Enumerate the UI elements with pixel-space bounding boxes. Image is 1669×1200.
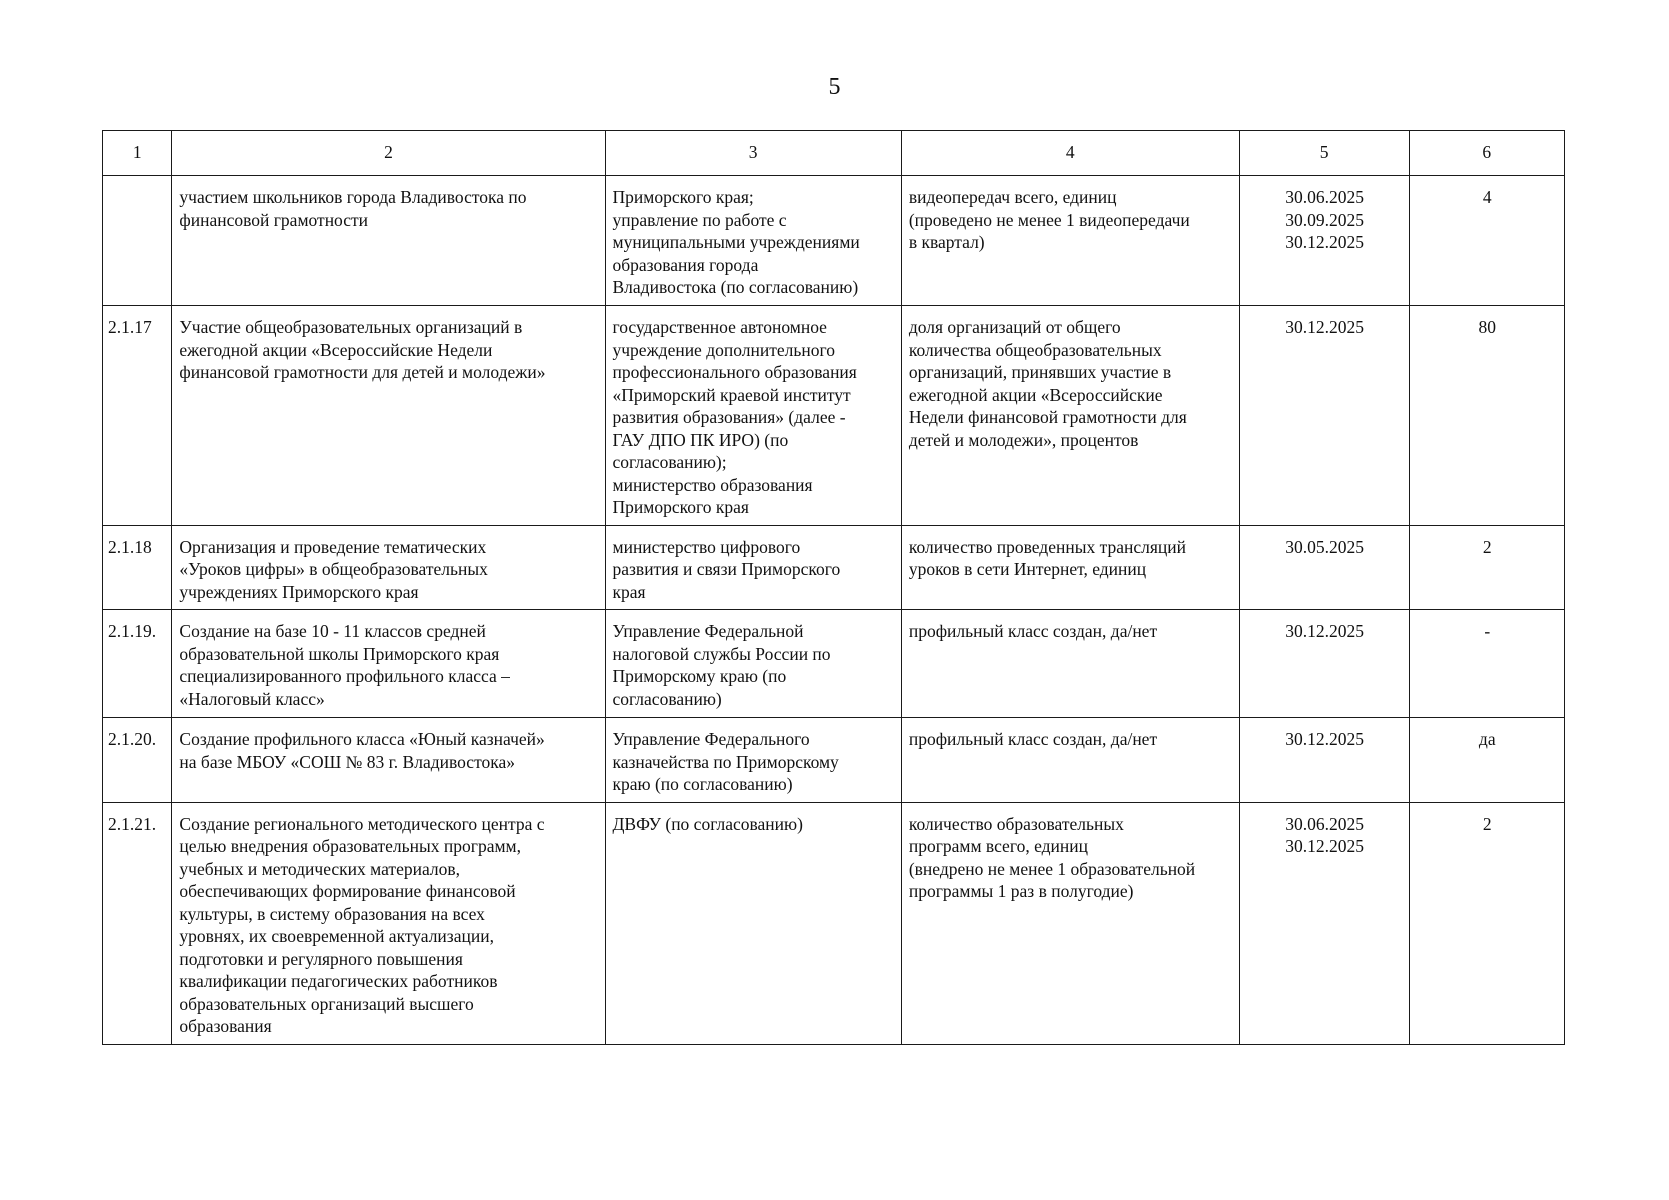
item-number-cell: 2.1.21. [103,802,172,1044]
dates-line: 30.12.2025 [1285,232,1364,252]
responsible-line: Владивостока (по согласованию) [612,277,859,297]
event-line: учебных и методических материалов, [179,858,460,879]
responsible-cell [605,718,901,803]
responsible-line: ДВФУ (по согласованию) [612,813,803,834]
table-row [103,802,1565,1044]
event-line: Организация и проведение тематических [179,536,487,557]
event-line: квалификации педагогических работников [179,971,498,991]
table-row [103,718,1565,803]
indicator-line: профильный класс создан, да/нет [908,729,1158,749]
responsible-line: Управление Федерального [612,729,810,749]
table-row [103,610,1565,718]
indicator-line: организаций, принявших участие в [908,362,1172,382]
responsible-line: министерство образования [612,474,813,495]
indicator-line: количество образовательных [908,813,1124,834]
indicator-line: уроков в сети Интернет, единиц [908,559,1147,579]
column-number: 2 [172,131,605,176]
responsible-line: развития и связи Приморского [612,559,841,579]
responsible-cell [605,610,901,718]
target-value-cell: - [1409,610,1564,718]
deadline-cell [1239,802,1409,1044]
indicator-line: количество проведенных трансляций [908,536,1186,557]
responsible-line: налоговой службы России по [612,643,831,664]
event-line: Участие общеобразовательных организаций в [179,317,523,337]
item-number-cell: 2.1.20. [103,718,172,803]
responsible-line: согласованию) [612,688,722,709]
event-line: обеспечивающих формирование финансовой [179,881,516,901]
indicator-line: программы 1 раз в полугодие) [908,881,1134,901]
indicator-cell [901,306,1239,526]
indicator-cell [901,176,1239,306]
responsible-line: развития образования» (далее - [612,407,846,427]
responsible-cell [605,306,901,526]
indicator-line: профильный класс создан, да/нет [908,621,1158,641]
responsible-cell [605,525,901,610]
deadline-cell [1239,525,1409,610]
event-cell [172,718,605,803]
table-row [103,176,1565,306]
event-line: образовательных организаций высшего [179,993,474,1014]
column-number: 4 [901,131,1239,176]
event-line: Создание регионального методического центра с [179,813,545,834]
event-line: образования [179,1016,272,1036]
column-number: 1 [103,131,172,176]
event-line: Создание на базе 10 - 11 классов средней [179,621,486,641]
responsible-line: учреждение дополнительного [612,339,835,360]
deadline-cell [1239,306,1409,526]
dates-line: 30.12.2025 [1285,317,1364,337]
event-line: учреждениях Приморского края [179,581,419,602]
column-number-row [103,131,1565,176]
event-cell [172,610,605,718]
responsible-line: Приморского края; [612,187,754,207]
event-line: образовательной школы Приморского края [179,643,500,664]
target-value-cell: 4 [1409,176,1564,306]
event-line: специализированного профильного класса – [179,666,510,686]
indicator-line: программ всего, единиц [908,836,1088,856]
event-line: на базе МБОУ «СОШ № 83 г. Владивостока» [179,751,515,772]
indicator-line: ежегодной акции «Всероссийские [908,384,1163,405]
item-number-cell: 2.1.19. [103,610,172,718]
indicator-cell [901,718,1239,803]
responsible-line: согласованию); [612,452,727,472]
responsible-line: министерство цифрового [612,536,801,557]
item-number-cell: 2.1.17 [103,306,172,526]
column-number: 3 [605,131,901,176]
item-number-cell [103,176,172,306]
column-number: 6 [1409,131,1564,176]
target-value-cell: 80 [1409,306,1564,526]
event-line: уровнях, их своевременной актуализации, [179,926,494,946]
target-value-cell: 2 [1409,525,1564,610]
event-cell [172,802,605,1044]
event-line: финансовой грамотности для детей и молодежи» [179,362,546,382]
indicator-line: Недели финансовой грамотности для [908,407,1187,427]
table-row [103,306,1565,526]
event-line: финансовой грамотности [179,209,369,230]
indicator-line: (внедрено не менее 1 образовательной [908,858,1196,879]
event-line: Создание профильного класса «Юный казначей» [179,729,545,749]
responsible-line: краю (по согласованию) [612,774,793,794]
dates-line: 30.12.2025 [1285,621,1364,641]
column-number: 5 [1239,131,1409,176]
indicator-cell [901,525,1239,610]
indicator-line: доля организаций от общего [908,317,1121,337]
responsible-cell [605,176,901,306]
responsible-line: «Приморский краевой институт [612,384,851,405]
dates-line: 30.12.2025 [1285,836,1364,856]
responsible-line: профессионального образования [612,362,857,382]
event-line: участием школьников города Владивостока по [179,187,527,207]
indicator-line: видеопередач всего, единиц [908,187,1117,207]
event-line: ежегодной акции «Всероссийские Недели [179,339,493,360]
table-row [103,525,1565,610]
event-line: «Уроков цифры» в общеобразовательных [179,559,488,579]
responsible-line: муниципальными учреждениями [612,232,860,252]
responsible-cell [605,802,901,1044]
plan-table [102,130,1565,1045]
dates-line: 30.09.2025 [1285,209,1364,230]
responsible-line: Приморскому краю (по [612,666,787,686]
deadline-cell [1239,610,1409,718]
responsible-line: ГАУ ДПО ПК ИРО) (по [612,429,789,450]
indicator-line: в квартал) [908,232,985,252]
responsible-line: управление по работе с [612,209,787,230]
responsible-line: Управление Федеральной [612,621,804,641]
event-cell [172,525,605,610]
event-cell [172,176,605,306]
event-line: «Налоговый класс» [179,688,325,709]
responsible-line: края [612,581,646,602]
dates-line: 30.12.2025 [1285,729,1364,749]
target-value-cell: 2 [1409,802,1564,1044]
dates-line: 30.06.2025 [1285,813,1364,834]
event-line: подготовки и регулярного повышения [179,948,463,969]
indicator-line: количества общеобразовательных [908,339,1162,360]
item-number-cell: 2.1.18 [103,525,172,610]
dates-line: 30.06.2025 [1285,187,1364,207]
deadline-cell [1239,718,1409,803]
event-cell [172,306,605,526]
event-line: культуры, в систему образования на всех [179,903,485,924]
responsible-line: Приморского края [612,497,749,517]
responsible-line: образования города [612,254,759,275]
dates-line: 30.05.2025 [1285,536,1364,557]
responsible-line: казначейства по Приморскому [612,751,839,772]
indicator-cell [901,610,1239,718]
target-value-cell: да [1409,718,1564,803]
page-number: 5 [828,74,841,100]
responsible-line: государственное автономное [612,317,827,337]
indicator-line: (проведено не менее 1 видеопередачи [908,209,1190,230]
indicator-cell [901,802,1239,1044]
indicator-line: детей и молодежи», процентов [908,429,1139,450]
deadline-cell [1239,176,1409,306]
event-line: целью внедрения образовательных программ, [179,836,521,856]
